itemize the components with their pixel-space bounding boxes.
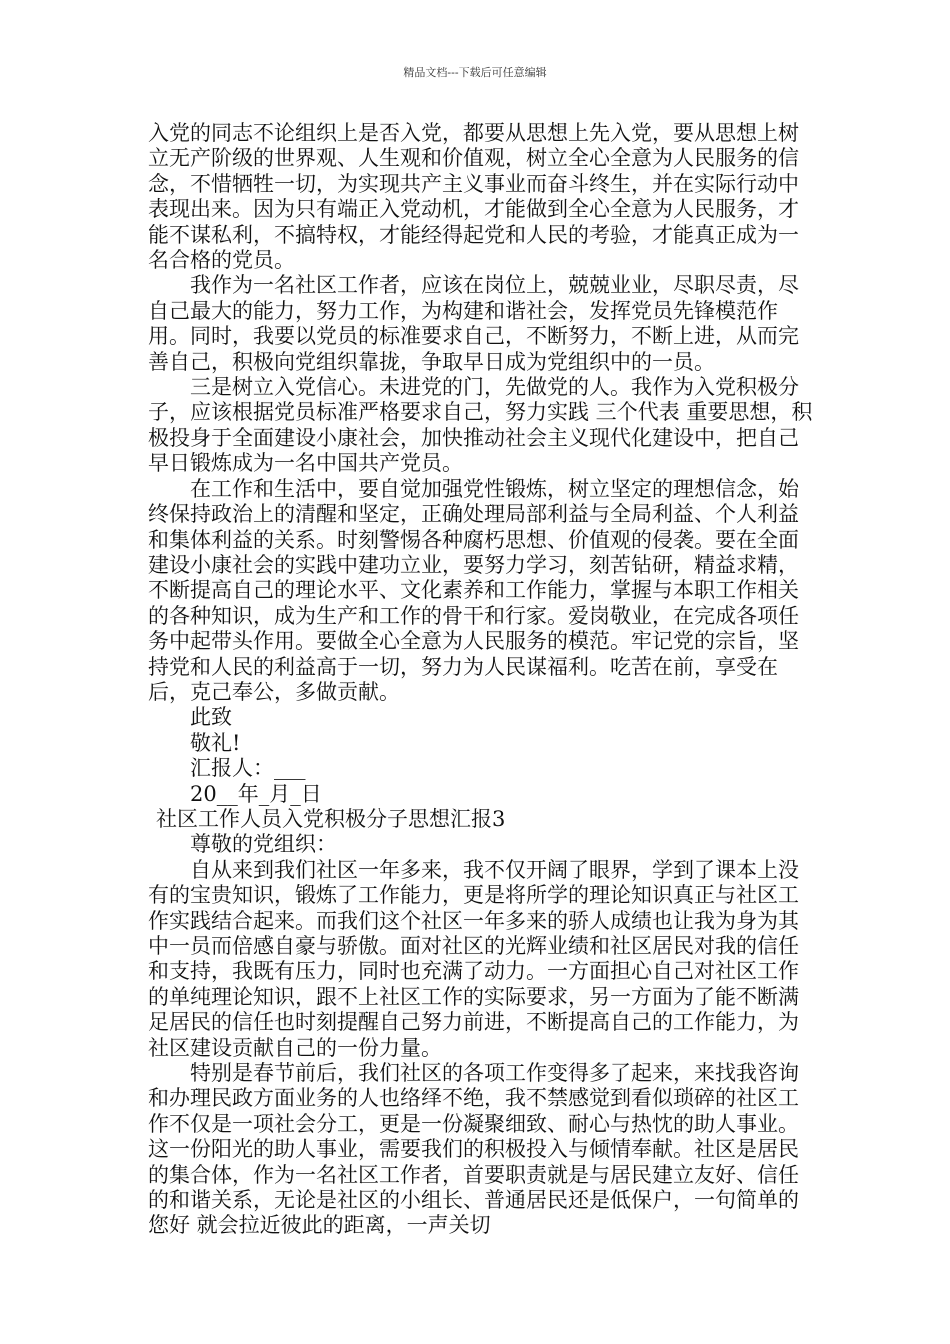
closing-jing-li: 敬礼! <box>190 730 241 755</box>
salutation: 尊敬的党组织： <box>190 832 337 857</box>
closing-ci-zhi: 此致 <box>190 705 232 730</box>
reporter-line: 汇报人：___ <box>190 756 306 781</box>
paragraph-4: 在工作和生活中，要自觉加强党性锻炼，树立坚定的理想信念，始终保持政治上的清醒和坚定，正确处理局部利益与全局利益、个人利益和集体利益的关系。时刻警惕各种腐朽思想、价值观的侵袭。要在全面建设小康社会的实践中建功立业，要努力学习，刻苦钻研，精益求精，不断提高自己的理论水平、文化素养和工作能力，掌握与本职工作相关的各种知识，成为生产和工作的骨干和行家。爱岗敬业，在完成各项任务中起带头作用。要做全心全意为人民服务的模范。牢记党的宗旨，坚持党和人民的利益高于一切，努力为人民谋福利。吃苦在前，享受在后，克己奉公，多做贡献。 <box>148 476 799 704</box>
date-line: 20__年_月_日 <box>190 781 322 806</box>
paragraph-1: 入党的同志不论组织上是否入党，都要从思想上先入党，要从思想上树立无产阶级的世界观、人生观和价值观，树立全心全意为人民服务的信念，不惜牺牲一切，为实现共产主义事业而奋斗终生，并在实际行动中表现出来。因为只有端正入党动机，才能做到全心全意为人民服务，才能不谋私利，不搞特权，才能经得起党和人民的考验，才能真正成为一名合格的党员。 <box>148 121 799 273</box>
document-body <box>148 121 818 1239</box>
paragraph-5: 自从来到我们社区一年多来，我不仅开阔了眼界，学到了课本上没有的宝贵知识，锻炼了工作能力，更是将所学的理论知识真正与社区工作实践结合起来。而我们这个社区一年多来的骄人成绩也让我为身为其中一员而倍感自豪与骄傲。面对社区的光辉业绩和社区居民对我的信任和支持，我既有压力，同时也充满了动力。一方面担心自己对社区工作的单纯理论知识，跟不上社区工作的实际要求，另一方面为了能不断满足居民的信任也时刻提醒自己努力前进，不断提高自己的工作能力，为社区建设贡献自己的一份力量。 <box>148 857 799 1060</box>
page-header-watermark: 精品文档---下载后可任意编辑 <box>403 66 547 79</box>
section-title: 社区工作人员入党积极分子思想汇报3 <box>156 806 506 831</box>
paragraph-2: 我作为一名社区工作者，应该在岗位上，兢兢业业，尽职尽责，尽自己最大的能力，努力工作，为构建和谐社会，发挥党员先锋模范作用。同时，我要以党员的标准要求自己，不断努力，不断上进，从而完善自己，积极向党组织靠拢，争取早日成为党组织中的一员。 <box>148 273 799 374</box>
paragraph-6: 特别是春节前后，我们社区的各项工作变得多了起来，来找我咨询和办理民政方面业务的人也络绎不绝，我不禁感觉到看似琐碎的社区工作不仅是一项社会分工，更是一份凝聚细致、耐心与热忱的助人事业。这一份阳光的助人事业，需要我们的积极投入与倾情奉献。社区是居民的集合体，作为一名社区工作者，首要职责就是与居民建立友好、信任的和谐关系，无论是社区的小组长、普通居民还是低保户，一句简单的 您好 就会拉近彼此的距离，一声关切 <box>148 1061 806 1238</box>
paragraph-3: 三是树立入党信心。未进党的门，先做党的人。我作为入党积极分子，应该根据党员标准严格要求自己，努力实践 三个代表 重要思想，积极投身于全面建设小康社会，加快推动社会主义现代化建设中，把自己早日锻炼成为一名中国共产党员。 <box>148 375 813 476</box>
